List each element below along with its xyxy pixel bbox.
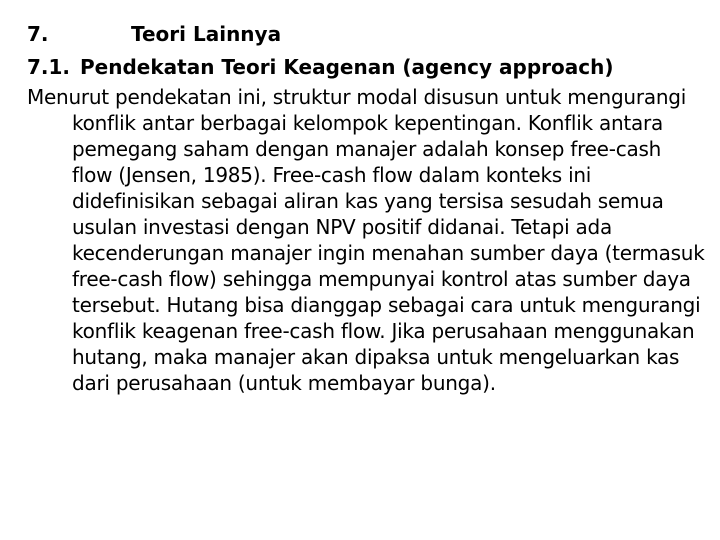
section-heading: [27, 18, 707, 51]
section-number: 7.: [27, 22, 49, 46]
subsection-title: Pendekatan Teori Keagenan (agency approach): [80, 55, 614, 79]
subsection-heading: [27, 51, 707, 84]
section-title: Teori Lainnya: [131, 22, 282, 46]
slide-content: [27, 18, 707, 396]
body-paragraph: Menurut pendekatan ini, struktur modal disusun untuk mengurangi konflik antar berbagai kelompok kepentingan. Konflik antara pemegang saham dengan manajer adalah konsep free-cash flow (Jensen, 1985). Free-cash flow dalam konteks ini didefinisikan sebagai aliran kas yang tersisa sesudah semua usulan investasi dengan NPV positif didanai. Tetapi ada kecenderungan manajer ingin menahan sumber daya (termasuk free-cash flow) sehingga mempunyai kontrol atas sumber daya tersebut. Hutang bisa dianggap sebagai cara untuk mengurangi konflik keagenan free-cash flow. Jika perusahaan menggunakan hutang, maka manajer akan dipaksa untuk mengeluarkan kas dari perusahaan (untuk membayar bunga).: [27, 85, 705, 395]
subsection-number: 7.1.: [27, 55, 71, 79]
